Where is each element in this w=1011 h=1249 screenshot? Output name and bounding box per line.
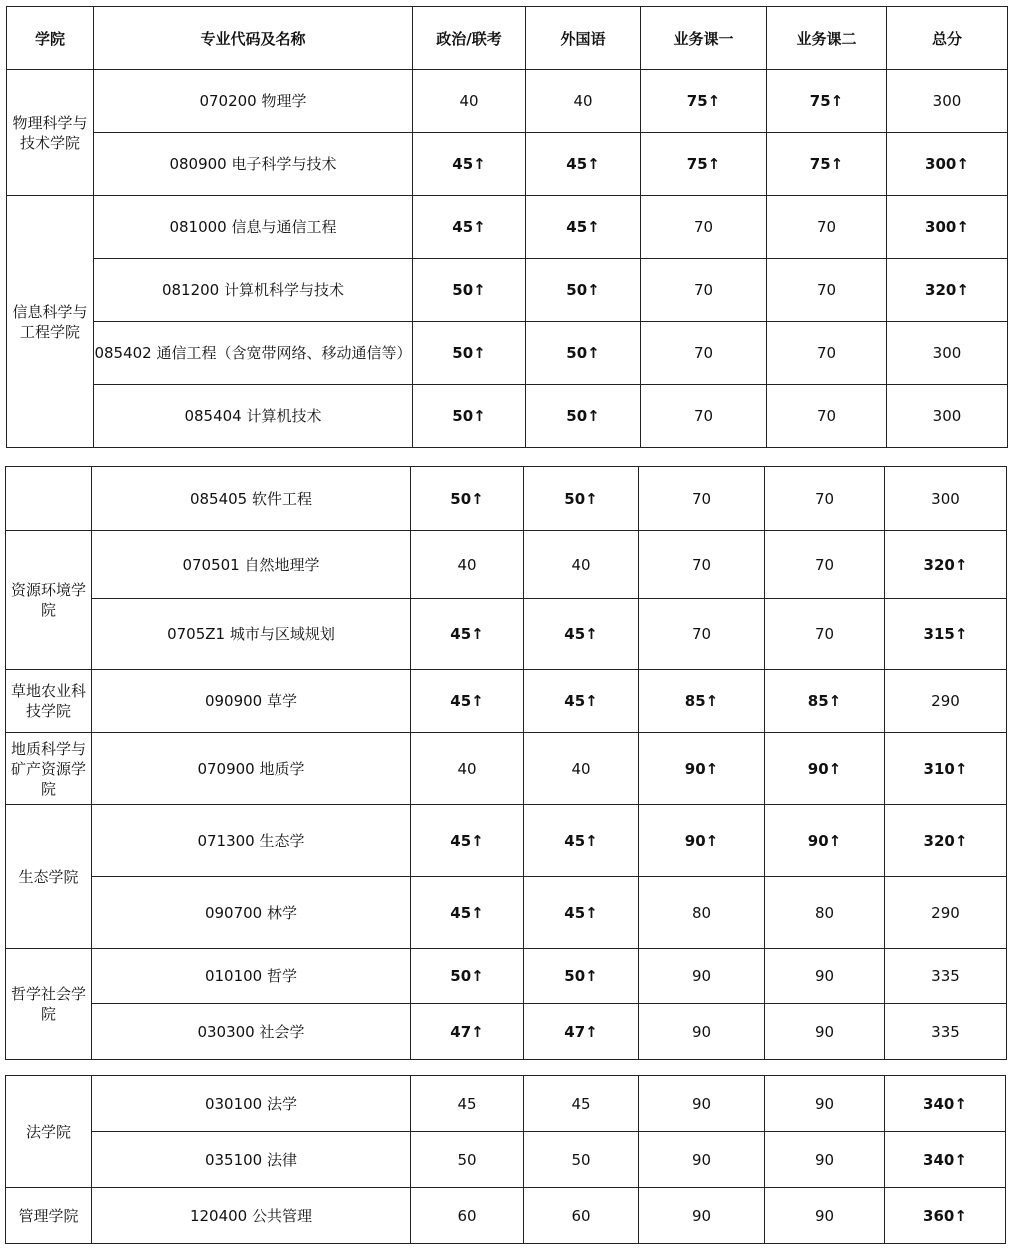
major-name: 法学	[267, 1094, 298, 1113]
course-one-score: 90	[639, 1004, 765, 1060]
foreign-language-score: 40	[526, 70, 641, 133]
total-score: 290	[885, 670, 1007, 733]
course-two-score: 90	[765, 1132, 885, 1188]
foreign-language-score: 50↑	[524, 949, 639, 1004]
major-cell	[94, 133, 413, 196]
total-score: 300↑	[887, 133, 1008, 196]
college-cell: 管理学院	[6, 1188, 92, 1244]
major-code: 085404	[184, 407, 242, 425]
major-name: 城市与区域规划	[229, 625, 335, 643]
total-score: 320↑	[887, 259, 1008, 322]
major-code: 090900	[204, 692, 263, 710]
course-one-score: 70	[641, 196, 767, 259]
score-table-part-3	[5, 1075, 1006, 1244]
major-cell	[92, 1188, 411, 1244]
foreign-language-score: 45↑	[524, 599, 639, 670]
table-row	[7, 133, 1008, 196]
course-two-score: 75↑	[767, 70, 887, 133]
table-row	[6, 1004, 1007, 1060]
major-name: 地质学	[259, 759, 305, 778]
course-one-score: 70	[641, 259, 767, 322]
table-row	[6, 733, 1007, 805]
college-cell: 物理科学与技术学院	[7, 70, 94, 196]
major-cell	[94, 196, 413, 259]
politics-score: 50↑	[413, 259, 526, 322]
college-cell: 地质科学与矿产资源学院	[6, 733, 92, 805]
major-cell	[92, 599, 411, 670]
table-row	[7, 322, 1008, 385]
major-cell	[94, 70, 413, 133]
course-two-score: 90↑	[765, 733, 885, 805]
college-cell: 法学院	[6, 1076, 92, 1188]
course-one-score: 90↑	[639, 805, 765, 877]
course-two-score: 70	[767, 196, 887, 259]
politics-score: 45↑	[411, 599, 524, 670]
major-code: 081000	[169, 218, 227, 236]
major-code: 030100	[204, 1094, 263, 1113]
table-row	[6, 531, 1007, 599]
major-cell	[92, 531, 411, 599]
course-one-score: 80	[639, 877, 765, 949]
table-row	[7, 385, 1008, 448]
major-name: 软件工程	[252, 489, 313, 508]
course-two-score: 90	[765, 1076, 885, 1132]
total-score: 320↑	[885, 805, 1007, 877]
table-row	[7, 196, 1008, 259]
major-code: 030300	[197, 1022, 255, 1041]
course-one-score: 90↑	[639, 733, 765, 805]
table-row	[6, 949, 1007, 1004]
foreign-language-score: 50	[524, 1132, 639, 1188]
major-cell	[92, 949, 411, 1004]
college-cell: 信息科学与工程学院	[7, 196, 94, 448]
total-score: 335	[885, 1004, 1007, 1060]
major-cell	[92, 1076, 411, 1132]
major-name: 生态学	[259, 831, 305, 850]
major-name: 信息与通信工程	[231, 218, 337, 236]
major-code: 010100	[204, 967, 263, 985]
major-cell	[92, 1004, 411, 1060]
course-one-score: 70	[639, 531, 765, 599]
foreign-language-score: 45	[524, 1076, 639, 1132]
politics-score: 40	[411, 733, 524, 805]
course-two-score: 90↑	[765, 805, 885, 877]
major-cell	[92, 670, 411, 733]
table-row	[6, 1132, 1006, 1188]
major-cell	[92, 805, 411, 877]
major-code: 085405	[189, 489, 248, 508]
major-name: 电子科学与技术	[231, 155, 337, 173]
course-two-score: 80	[765, 877, 885, 949]
major-name: 林学	[267, 903, 298, 922]
header-course-two: 业务课二	[767, 7, 887, 70]
major-cell	[94, 259, 413, 322]
course-two-score: 70	[765, 467, 885, 531]
politics-score: 45↑	[413, 196, 526, 259]
total-score: 300	[885, 467, 1007, 531]
course-two-score: 85↑	[765, 670, 885, 733]
major-code: 080900	[169, 155, 227, 173]
foreign-language-score: 45↑	[524, 877, 639, 949]
course-one-score: 70	[639, 467, 765, 531]
total-score: 340↑	[885, 1076, 1006, 1132]
foreign-language-score: 45↑	[524, 670, 639, 733]
major-cell	[92, 467, 411, 531]
major-cell	[92, 877, 411, 949]
table-row	[6, 805, 1007, 877]
total-score: 360↑	[885, 1188, 1006, 1244]
major-code: 070900	[197, 759, 255, 778]
major-cell	[92, 733, 411, 805]
major-code: 0705Z1	[167, 625, 226, 643]
course-one-score: 70	[641, 385, 767, 448]
header-row	[7, 7, 1008, 70]
table-row	[6, 670, 1007, 733]
college-cell: 草地农业科技学院	[6, 670, 92, 733]
total-score: 300	[887, 70, 1008, 133]
politics-score: 50↑	[411, 467, 524, 531]
table-row	[6, 877, 1007, 949]
major-name: 计算机技术	[246, 407, 322, 425]
major-name: 通信工程（含宽带网络、移动通信等）	[156, 344, 412, 362]
major-code: 070200	[199, 92, 257, 110]
total-score: 335	[885, 949, 1007, 1004]
course-one-score: 90	[639, 1132, 765, 1188]
politics-score: 50↑	[413, 322, 526, 385]
total-score: 315↑	[885, 599, 1007, 670]
total-score: 290	[885, 877, 1007, 949]
total-score: 300	[887, 322, 1008, 385]
major-code: 035100	[204, 1150, 263, 1169]
course-one-score: 70	[641, 322, 767, 385]
course-two-score: 70	[765, 599, 885, 670]
header-politics: 政治/联考	[413, 7, 526, 70]
total-score: 320↑	[885, 531, 1007, 599]
foreign-language-score: 50↑	[526, 259, 641, 322]
foreign-language-score: 50↑	[526, 322, 641, 385]
course-two-score: 90	[765, 949, 885, 1004]
table-row	[7, 70, 1008, 133]
table-row	[6, 1188, 1006, 1244]
foreign-language-score: 45↑	[526, 196, 641, 259]
foreign-language-score: 40	[524, 531, 639, 599]
major-code: 081200	[161, 281, 220, 299]
course-two-score: 70	[767, 259, 887, 322]
table-row	[6, 599, 1007, 670]
major-code: 090700	[204, 903, 263, 922]
total-score: 310↑	[885, 733, 1007, 805]
politics-score: 40	[413, 70, 526, 133]
course-one-score: 75↑	[641, 133, 767, 196]
course-two-score: 90	[765, 1188, 885, 1244]
foreign-language-score: 50↑	[526, 385, 641, 448]
course-one-score: 70	[639, 599, 765, 670]
politics-score: 60	[411, 1188, 524, 1244]
politics-score: 45	[411, 1076, 524, 1132]
politics-score: 45↑	[413, 133, 526, 196]
politics-score: 45↑	[411, 670, 524, 733]
college-cell: 生态学院	[6, 805, 92, 949]
major-name: 自然地理学	[244, 555, 320, 574]
course-one-score: 85↑	[639, 670, 765, 733]
score-table-part-1	[6, 6, 1008, 448]
politics-score: 45↑	[411, 877, 524, 949]
total-score: 300↑	[887, 196, 1008, 259]
course-one-score: 90	[639, 949, 765, 1004]
course-two-score: 90	[765, 1004, 885, 1060]
course-two-score: 70	[765, 531, 885, 599]
course-two-score: 70	[767, 322, 887, 385]
major-name: 计算机科学与技术	[224, 281, 345, 299]
header-foreign-language: 外国语	[526, 7, 641, 70]
college-cell: 资源环境学院	[6, 531, 92, 670]
score-table-part-2	[5, 466, 1007, 1060]
major-name: 社会学	[259, 1022, 305, 1041]
major-name: 草学	[267, 692, 298, 710]
foreign-language-score: 45↑	[526, 133, 641, 196]
total-score: 340↑	[885, 1132, 1006, 1188]
major-name: 法律	[267, 1150, 298, 1169]
major-name: 哲学	[267, 967, 298, 985]
foreign-language-score: 60	[524, 1188, 639, 1244]
college-cell	[6, 467, 92, 531]
major-code: 120400	[189, 1206, 248, 1225]
course-one-score: 90	[639, 1076, 765, 1132]
table-row	[7, 259, 1008, 322]
header-total: 总分	[887, 7, 1008, 70]
foreign-language-score: 47↑	[524, 1004, 639, 1060]
major-cell	[94, 385, 413, 448]
major-cell	[92, 1132, 411, 1188]
course-one-score: 75↑	[641, 70, 767, 133]
major-cell	[94, 322, 413, 385]
total-score: 300	[887, 385, 1008, 448]
politics-score: 47↑	[411, 1004, 524, 1060]
major-name: 物理学	[261, 92, 307, 110]
course-two-score: 75↑	[767, 133, 887, 196]
foreign-language-score: 50↑	[524, 467, 639, 531]
politics-score: 50↑	[413, 385, 526, 448]
politics-score: 45↑	[411, 805, 524, 877]
politics-score: 40	[411, 531, 524, 599]
table-row	[6, 467, 1007, 531]
course-two-score: 70	[767, 385, 887, 448]
politics-score: 50↑	[411, 949, 524, 1004]
major-code: 070501	[182, 555, 240, 574]
major-code: 071300	[197, 831, 255, 850]
table-row	[6, 1076, 1006, 1132]
header-major: 专业代码及名称	[94, 7, 413, 70]
foreign-language-score: 45↑	[524, 805, 639, 877]
politics-score: 50	[411, 1132, 524, 1188]
header-college: 学院	[7, 7, 94, 70]
major-name: 公共管理	[252, 1206, 313, 1225]
header-course-one: 业务课一	[641, 7, 767, 70]
foreign-language-score: 40	[524, 733, 639, 805]
college-cell: 哲学社会学院	[6, 949, 92, 1060]
major-code: 085402	[94, 344, 152, 362]
course-one-score: 90	[639, 1188, 765, 1244]
